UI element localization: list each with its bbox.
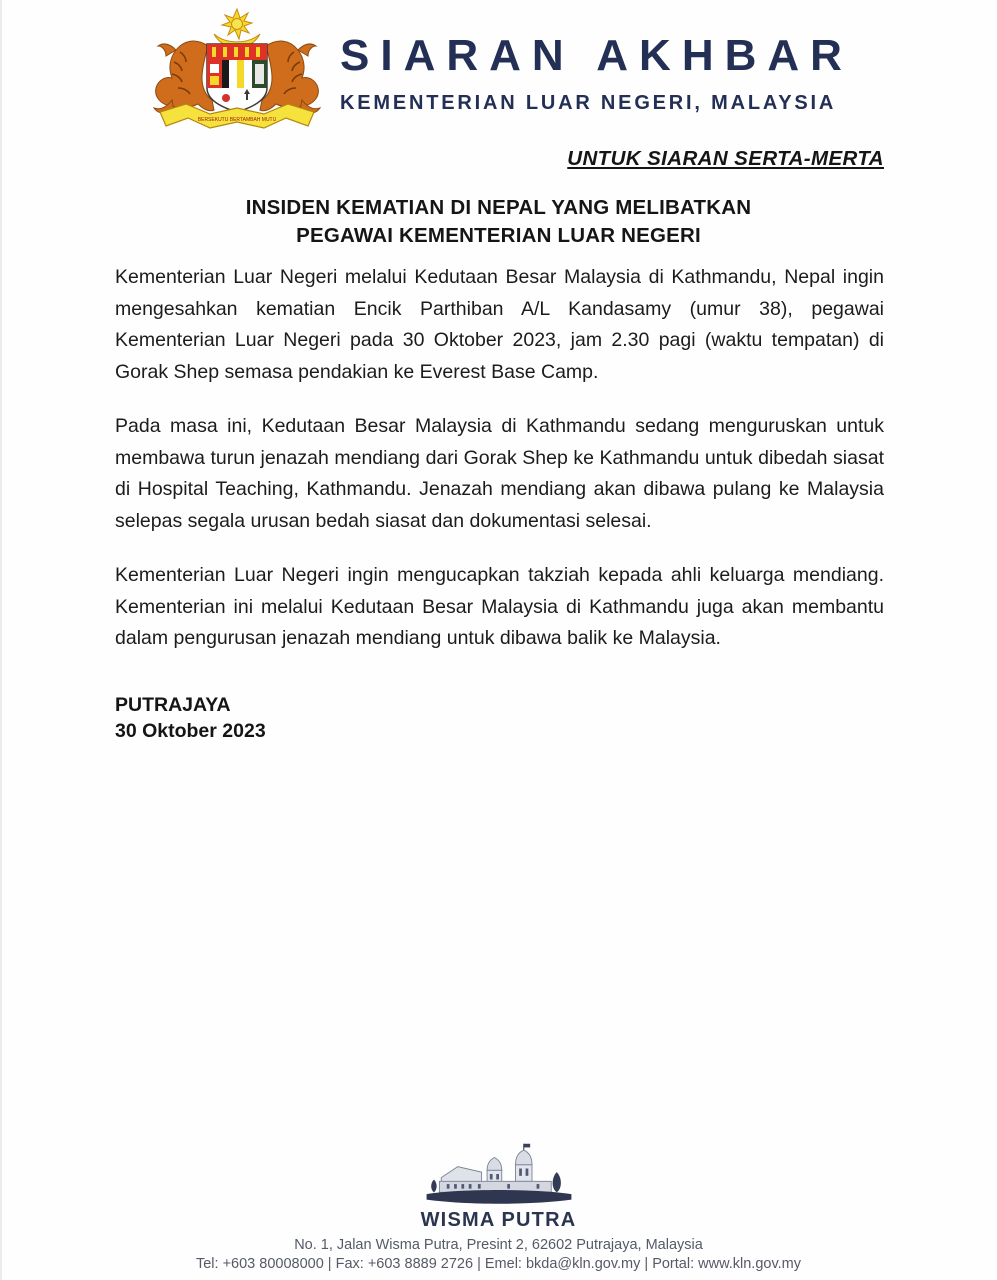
release-notice: UNTUK SIARAN SERTA-MERTA xyxy=(567,147,884,170)
headline-line-2: PEGAWAI KEMENTERIAN LUAR NEGERI xyxy=(296,224,701,247)
footer-contact: Tel: +603 80008000 | Fax: +603 8889 2726 | Emel: bkda@kln.gov.my | Portal: www.kln.gov.my xyxy=(195,1256,801,1272)
signoff xyxy=(115,692,266,744)
footer-organization: WISMA PUTRA xyxy=(420,1209,577,1231)
signoff-place: PUTRAJAYA xyxy=(115,694,231,716)
letterhead xyxy=(146,4,897,136)
masthead-title: SIARAN AKHBAR xyxy=(340,31,853,80)
paragraph-2: Pada masa ini, Kedutaan Besar Malaysia di Kathmandu sedang menguruskan untuk membawa turun jenazah mendiang dari Gorak Shep ke Kathmandu untuk dibedah siasat di Hospital Teaching, Kathmandu. Jenazah mendiang akan dibawa pulang ke Malaysia selepas segala urusan bedah siasat dan dokumentasi selesai. xyxy=(115,415,884,532)
paragraph-1: Kementerian Luar Negeri melalui Kedutaan Besar Malaysia di Kathmandu, Nepal ingin mengesahkan kematian Encik Parthiban A/L Kandasamy (umur 38), pegawai Kementerian Luar Negeri pada 30 Oktober 2023, jam 2.30 pagi (waktu tempatan) di Gorak Shep semasa pendakian ke Everest Base Camp. xyxy=(115,266,884,383)
footer-address: No. 1, Jalan Wisma Putra, Presint 2, 62602 Putrajaya, Malaysia xyxy=(294,1237,703,1253)
masthead-subtitle: KEMENTERIAN LUAR NEGERI, MALAYSIA xyxy=(340,92,837,114)
body-text xyxy=(115,262,884,678)
signoff-date: 30 Oktober 2023 xyxy=(115,720,266,742)
wisma-putra-building-icon xyxy=(420,1141,578,1207)
paragraph-3: Kementerian Luar Negeri ingin mengucapkan takziah kepada ahli keluarga mendiang. Kementerian ini melalui Kedutaan Besar Malaysia di Kathmandu juga akan membantu dalam pengurusan jenazah mendiang untuk dibawa balik ke Malaysia. xyxy=(115,564,884,649)
masthead xyxy=(340,4,897,115)
headline xyxy=(0,194,997,250)
malaysia-coat-of-arms-icon xyxy=(146,4,328,136)
headline-line-1: INSIDEN KEMATIAN DI NEPAL YANG MELIBATKAN xyxy=(245,196,752,219)
crest-motto-text: BERSEKUTU BERTAMBAH MUTU xyxy=(197,117,277,123)
footer xyxy=(0,1141,997,1272)
